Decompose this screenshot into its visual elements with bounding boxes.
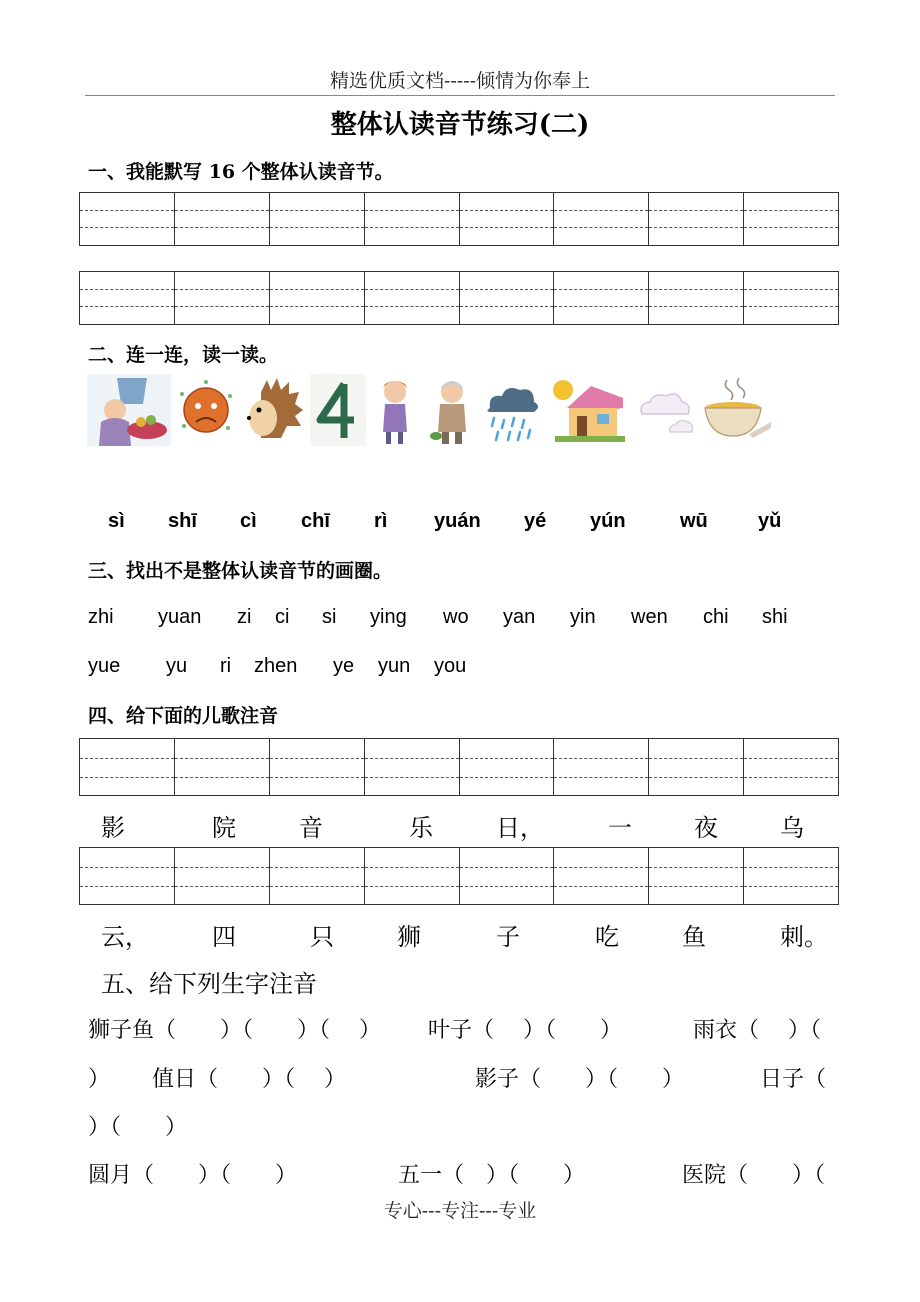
pinyin-label: sì (108, 510, 125, 532)
cloud-icon (632, 374, 696, 446)
rhyme-char: 音 (299, 814, 323, 842)
grid-cell (460, 272, 555, 324)
grid-cell (80, 848, 175, 904)
syllable: you (434, 655, 467, 677)
grid-cell (365, 272, 460, 324)
grid-cell (649, 272, 744, 324)
syllable: zi (237, 606, 252, 628)
grid-cell (270, 193, 365, 245)
grid-cell (80, 739, 175, 795)
grid-cell (80, 193, 175, 245)
grid-cell (744, 848, 838, 904)
grid-cell (175, 193, 270, 245)
grid-cell (80, 272, 175, 324)
soup-bowl-icon (701, 374, 773, 446)
rhyme-char: 夜 (694, 814, 718, 842)
grid-cell (270, 739, 365, 795)
syllable: si (322, 606, 337, 628)
syllable: yu (166, 655, 188, 677)
pinyin-label: yé (524, 510, 547, 532)
angry-face-icon (176, 374, 236, 446)
rhyme-char: 乌 (780, 814, 804, 842)
section1-heading: 一、我能默写 16 个整体认读音节。 (88, 161, 394, 183)
grid-cell (365, 739, 460, 795)
pinyin-label: yuán (434, 510, 481, 532)
rhyme-char: 影 (101, 814, 125, 842)
rhyme-char: 狮 (397, 923, 421, 951)
girl-icon (371, 374, 423, 446)
page-footer: 专心---专注---专业 (383, 1200, 537, 1222)
annotation-item: 五一（ ）（ ） (398, 1163, 586, 1188)
annotation-item: 圆月（ ）（ ） (88, 1163, 298, 1188)
rhyme-char: 鱼 (682, 923, 706, 951)
syllable: zhi (88, 606, 114, 628)
grid-cell (460, 193, 555, 245)
annotation-item: ） (88, 1067, 111, 1092)
rain-cloud-icon (480, 374, 542, 446)
syllable: yue (88, 655, 121, 677)
pinyin-label: cì (240, 510, 257, 532)
grid-cell (365, 193, 460, 245)
grid-cell (554, 272, 649, 324)
annotation-item: 值日（ ）（ ） (152, 1067, 346, 1092)
pinyin-grid-2 (79, 271, 839, 325)
grid-cell (744, 272, 838, 324)
syllable: ye (333, 655, 355, 677)
annotation-item: ）（ ） (88, 1115, 188, 1140)
annotation-item: 医院（ ）（ (682, 1163, 826, 1188)
pinyin-grid-4 (79, 847, 839, 905)
rhyme-char: 四 (212, 923, 236, 951)
rhyme-char: 云， (101, 923, 149, 951)
pinyin-grid-1 (79, 192, 839, 246)
grid-cell (554, 848, 649, 904)
section4-heading: 四、给下面的儿歌注音 (88, 705, 279, 727)
rhyme-char: 一 (608, 814, 632, 842)
section3-heading: 三、找出不是整体认读音节的画圈。 (88, 560, 393, 582)
header-divider (85, 95, 835, 96)
rhyme-char: 刺。 (780, 923, 828, 951)
grid-cell (270, 272, 365, 324)
syllable: ci (275, 606, 290, 628)
grid-cell (365, 848, 460, 904)
rhyme-char: 院 (212, 814, 236, 842)
grandma-cooking-icon (87, 374, 171, 446)
hedgehog-icon (241, 374, 305, 446)
page-header: 精选优质文档-----倾情为你奉上 (329, 70, 591, 92)
grid-cell (744, 193, 838, 245)
pinyin-label: rì (374, 510, 388, 532)
annotation-item: 狮子鱼（ ）（ ）（ ） (88, 1018, 381, 1043)
syllable: wo (443, 606, 469, 628)
syllable: ying (370, 606, 407, 628)
annotation-item: 影子（ ）（ ） (475, 1067, 685, 1092)
grid-cell (460, 739, 555, 795)
grid-cell (175, 848, 270, 904)
old-man-icon (428, 374, 476, 446)
grid-cell (649, 739, 744, 795)
syllable: shi (762, 606, 788, 628)
section2-heading: 二、连一连，读一读。 (88, 344, 279, 366)
syllable: ri (220, 655, 232, 677)
grid-cell (270, 848, 365, 904)
syllable: zhen (254, 655, 298, 677)
syllable: yan (503, 606, 536, 628)
house-icon (547, 374, 627, 446)
pinyin-label: wū (680, 510, 708, 532)
grid-cell (649, 848, 744, 904)
pinyin-grid-3 (79, 738, 839, 796)
grid-cell (554, 739, 649, 795)
annotation-item: 叶子（ ）（ ） (428, 1018, 622, 1043)
rhyme-char: 只 (310, 923, 334, 951)
pinyin-label: yún (590, 510, 626, 532)
rhyme-char: 子 (496, 923, 520, 951)
grid-cell (554, 193, 649, 245)
rhyme-char: 日， (496, 814, 544, 842)
number-four-icon (310, 374, 366, 446)
syllable: yin (570, 606, 596, 628)
rhyme-char: 吃 (595, 923, 619, 951)
grid-cell (460, 848, 555, 904)
pinyin-label: yǔ (758, 510, 782, 532)
syllable: chi (703, 606, 729, 628)
syllable: wen (631, 606, 668, 628)
section5-heading: 五、给下列生字注音 (101, 970, 317, 998)
grid-cell (649, 193, 744, 245)
annotation-item: 雨衣（ ）（ (693, 1018, 821, 1043)
page-title: 整体认读音节练习(二) (330, 110, 590, 140)
grid-cell (744, 739, 838, 795)
grid-cell (175, 272, 270, 324)
grid-cell (175, 739, 270, 795)
pinyin-label: shī (168, 510, 197, 532)
pinyin-label: chī (301, 510, 330, 532)
syllable: yuan (158, 606, 202, 628)
rhyme-char: 乐 (409, 814, 433, 842)
syllable: yun (378, 655, 411, 677)
annotation-item: 日子（ (760, 1067, 827, 1092)
